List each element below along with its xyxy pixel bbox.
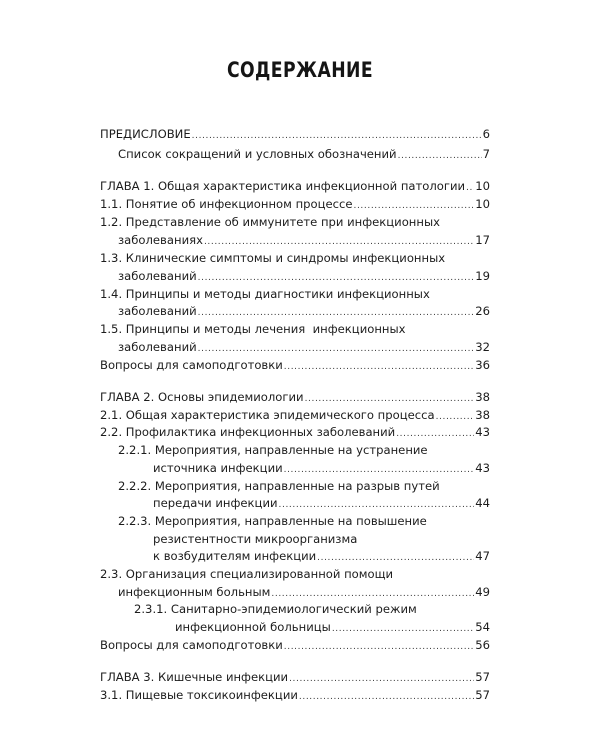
toc-entry-2-2-1[interactable]	[0, 441, 600, 459]
toc-entry-2-2-3-cont[interactable]	[0, 530, 600, 548]
toc-entry-text: ПРЕДИСЛОВИЕ	[100, 127, 191, 141]
toc-entry-text: 2.3. Организация специализированной помощи	[100, 567, 394, 581]
toc-page-number: 56	[475, 638, 490, 652]
toc-entry-1-2-cont[interactable]	[0, 231, 600, 249]
toc-entry-text: 2.2.1. Мероприятия, направленные на устранение	[118, 443, 428, 457]
toc-leader	[284, 638, 474, 656]
toc-entry-1-5[interactable]	[0, 320, 600, 338]
toc-entry-2-3-1[interactable]	[0, 600, 600, 618]
toc-page-number: 36	[475, 358, 490, 372]
toc-entry-text: инфекционной больницы	[175, 620, 331, 634]
toc-page-number: 26	[475, 304, 490, 318]
toc-entry-text: заболеваний	[118, 304, 197, 318]
page-title: СОДЕРЖАНИЕ	[226, 58, 374, 82]
toc-entry-text: 2.3.1. Санитарно-эпидемиологический режим	[134, 602, 417, 616]
toc-entry-text: резистентности микроорганизма	[153, 532, 358, 546]
toc-entry-2-2-3-cont2[interactable]	[0, 547, 600, 565]
toc-page-number: 54	[475, 620, 490, 634]
toc-entry-abbreviations[interactable]	[0, 145, 600, 163]
toc-entry-questions-2[interactable]	[0, 636, 600, 654]
toc-entry-text: заболеваниях	[118, 233, 203, 247]
toc-entry-text: 1.2. Представление об иммунитете при инфекционных	[100, 215, 440, 229]
toc-entry-1-1[interactable]	[0, 195, 600, 213]
toc-page-number: 47	[475, 549, 490, 563]
toc-entry-text: Вопросы для самоподготовки	[100, 638, 283, 652]
toc-entry-2-3-1-cont[interactable]	[0, 618, 600, 636]
toc-entry-2-2-1-cont[interactable]	[0, 459, 600, 477]
toc-entry-1-3[interactable]	[0, 249, 600, 267]
toc-page-number: 38	[475, 408, 490, 422]
toc-leader	[192, 127, 482, 145]
toc-entry-text: ГЛАВА 3. Кишечные инфекции	[100, 670, 289, 684]
toc-entry-2-2-3[interactable]	[0, 512, 600, 530]
toc-entry-text: 1.3. Клинические симптомы и синдромы инфекционных	[100, 251, 446, 265]
toc-page-number: 38	[475, 390, 490, 404]
toc-entry-text: 2.2.3. Мероприятия, направленные на повышение	[118, 514, 427, 528]
toc-entry-2-2[interactable]	[0, 423, 600, 441]
toc-page-number: 57	[475, 688, 490, 702]
toc-page-number: 6	[482, 127, 490, 141]
toc-entry-2-3-cont[interactable]	[0, 583, 600, 601]
toc-entry-text: 2.2.2. Мероприятия, направленные на разрыв путей	[118, 479, 440, 493]
toc-page-number: 43	[475, 461, 490, 475]
toc-entry-1-3-cont[interactable]	[0, 267, 600, 285]
toc-entry-2-3[interactable]	[0, 565, 600, 583]
toc-entry-chapter-2[interactable]	[0, 388, 600, 406]
toc-entry-text: заболеваний	[118, 340, 197, 354]
toc-entry-text: заболеваний	[118, 269, 197, 283]
toc-entry-text: Список сокращений и условных обозначений	[118, 147, 397, 161]
toc-entry-2-2-2[interactable]	[0, 477, 600, 495]
toc-entry-text: 1.1. Понятие об инфекционном процессе	[100, 197, 353, 211]
toc-page-number: 43	[475, 425, 490, 439]
toc-page-number: 32	[475, 340, 490, 354]
toc-entry-questions-1[interactable]	[0, 356, 600, 374]
toc-page-number: 7	[482, 147, 490, 161]
toc-entry-chapter-1[interactable]	[0, 177, 600, 195]
toc-leader	[299, 688, 474, 706]
toc-entry-text: ГЛАВА 1. Общая характеристика инфекционной патологии	[100, 179, 466, 193]
toc-page-number: 49	[475, 585, 490, 599]
toc-entry-1-4[interactable]	[0, 285, 600, 303]
toc-page-number: 44	[475, 496, 490, 510]
toc-entry-chapter-3[interactable]	[0, 668, 600, 686]
toc-entry-text: инфекционным больным	[118, 585, 271, 599]
toc-entry-text: 1.4. Принципы и методы диагностики инфекционных	[100, 287, 430, 301]
toc-entry-text: ГЛАВА 2. Основы эпидемиологии	[100, 390, 304, 404]
toc-entry-text: к возбудителям инфекции	[153, 549, 317, 563]
toc-leader	[398, 147, 482, 165]
toc-entry-preface[interactable]	[0, 125, 600, 143]
toc-entry-text: 1.5. Принципы и методы лечения инфекционных	[100, 322, 406, 336]
toc-page-number: 57	[475, 670, 490, 684]
toc-entry-3-1[interactable]	[0, 686, 600, 704]
toc-entry-2-2-2-cont[interactable]	[0, 494, 600, 512]
toc-entry-text: передачи инфекции	[153, 496, 278, 510]
toc-entry-1-2[interactable]	[0, 213, 600, 231]
toc-page-number: 19	[475, 269, 490, 283]
toc-entry-text: Вопросы для самоподготовки	[100, 358, 283, 372]
toc-leader	[284, 358, 474, 376]
toc-entry-1-4-cont[interactable]	[0, 302, 600, 320]
toc-entry-text: 2.1. Общая характеристика эпидемического процесса	[100, 408, 435, 422]
toc-entry-text: 2.2. Профилактика инфекционных заболеваний	[100, 425, 396, 439]
toc-entry-1-5-cont[interactable]	[0, 338, 600, 356]
toc-entry-2-1[interactable]	[0, 406, 600, 424]
toc-page-number: 17	[475, 233, 490, 247]
toc-entry-text: 3.1. Пищевые токсикоинфекции	[100, 688, 298, 702]
toc-entry-text: источника инфекции	[153, 461, 283, 475]
toc-page-number: 10	[475, 197, 490, 211]
toc-page-number: 10	[475, 179, 490, 193]
